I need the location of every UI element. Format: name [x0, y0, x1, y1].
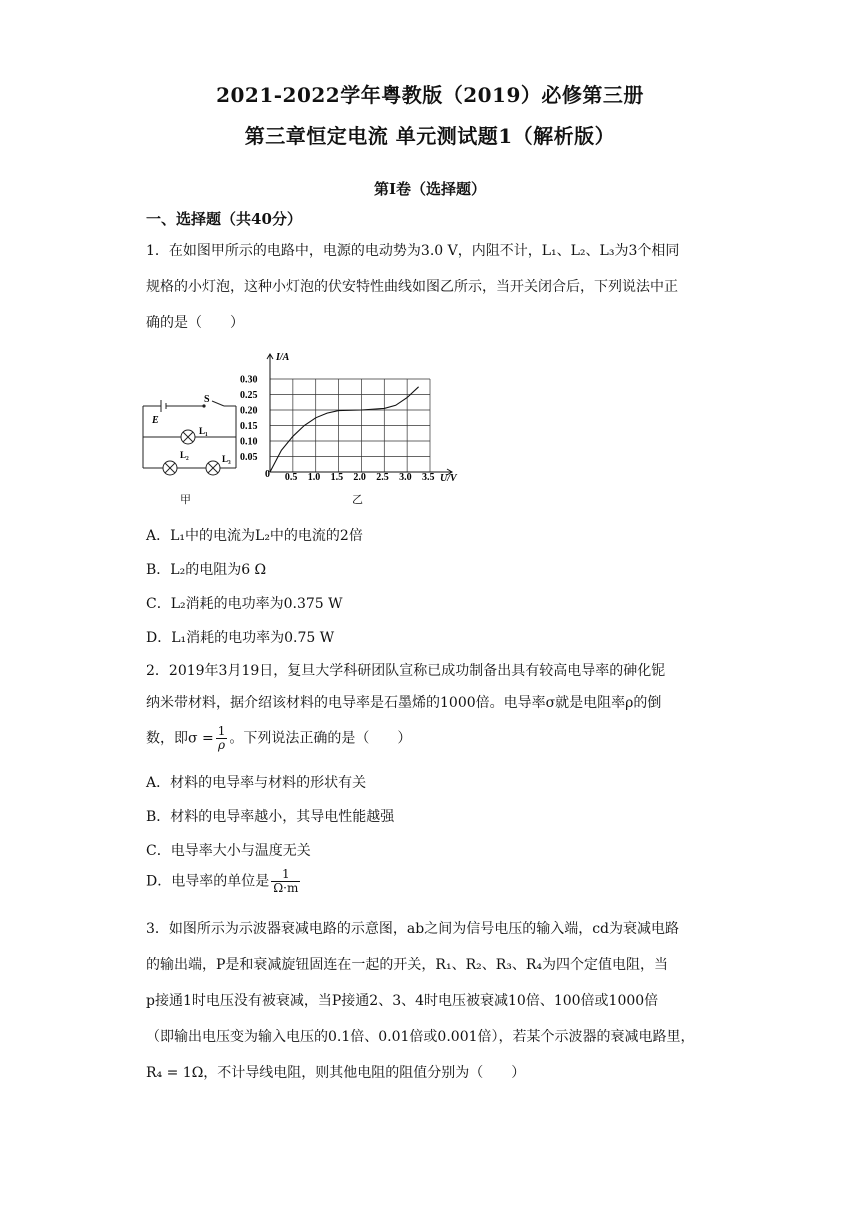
sigma-fraction	[216, 725, 228, 752]
q2-option-d-text: D．电导率的单位是	[146, 873, 270, 890]
q2-line3-post: 。下列说法正确的是（ ）	[229, 730, 412, 747]
q2-line3-pre: 数，即σ =	[146, 730, 214, 747]
label-L2: L₂	[180, 450, 189, 460]
q3-text-line5: R₄ = 1Ω，不计导线电阻，则其他电阻的阻值分别为（ ）	[146, 1065, 526, 1081]
q3-text-line2: 的输出端，P是和衰减旋钮固连在一起的开关，R₁、R₂、R₃、R₄为四个定值电阻，当	[146, 957, 669, 973]
q2-option-c: C．电导率大小与温度无关	[146, 843, 311, 859]
q1-option-c: C．L₂消耗的电功率为0.375 W	[146, 596, 343, 612]
x-tick-label: 1.5	[330, 472, 344, 483]
section-heading: 一、选择题（共40分）	[146, 210, 302, 228]
unit-frac-den: Ω·m	[273, 881, 299, 895]
circuit-diagram	[138, 392, 248, 482]
q1-text-line1: 1．在如图甲所示的电路中，电源的电动势为3.0 V，内阻不计，L₁、L₂、L₃为3个相同	[146, 243, 680, 259]
y-axis-label: I/A	[276, 352, 290, 363]
q1-option-d: D．L₁消耗的电功率为0.75 W	[146, 630, 335, 646]
label-L3: L₃	[222, 454, 231, 464]
iv-curve-chart	[238, 348, 468, 488]
iv-curve-line	[270, 387, 419, 472]
x-axis-label: U/V	[440, 473, 457, 484]
y-tick-label: 0.25	[240, 390, 258, 401]
q3-text-line1: 3．如图所示为示波器衰减电路的示意图，ab之间为信号电压的输入端，cd为衰减电路	[146, 921, 680, 937]
q3-text-line4: （即输出电压变为输入电压的0.1倍、0.01倍或0.001倍），若某个示波器的衰减电路里，	[146, 1029, 695, 1045]
unit-frac-num: 1	[271, 868, 300, 882]
q1-text-line2: 规格的小灯泡，这种小灯泡的伏安特性曲线如图乙所示，当开关闭合后，下列说法中正	[146, 279, 678, 295]
label-L1: L₁	[199, 426, 208, 436]
volume-heading: 第Ⅰ卷（选择题）	[373, 180, 487, 198]
label-S: S	[204, 394, 210, 405]
y-tick-label: 0.10	[240, 436, 258, 448]
q1-option-a: A．L₁中的电流为L₂中的电流的2倍	[146, 528, 363, 544]
x-tick-label: 2.5	[376, 472, 389, 483]
sigma-frac-num: 1	[217, 724, 226, 738]
q1-option-b: B．L₂的电阻为6 Ω	[146, 562, 267, 578]
x-tick-label: 1.0	[307, 472, 321, 483]
q2-option-d	[146, 868, 302, 895]
x-tick-label: 3.0	[399, 472, 412, 483]
q2-text-line1: 2．2019年3月19日，复旦大学科研团队宣称已成功制备出具有较高电导率的砷化铌	[146, 663, 666, 679]
document-title-line1: 2021-2022学年粤教版（2019）必修第三册	[216, 83, 644, 107]
x-tick-label: 0.5	[284, 472, 298, 483]
chart-axes	[267, 354, 452, 475]
q2-text-line3	[146, 725, 411, 752]
unit-fraction	[271, 868, 300, 895]
graph-caption: 乙	[352, 493, 363, 506]
document-title-line2: 第三章恒定电流 单元测试题1（解析版）	[244, 124, 616, 148]
q1-text-line3: 确的是（ ）	[146, 315, 244, 331]
q3-text-line3: p接通1时电压没有被衰减，当P接通2、3、4时电压被衰减10倍、100倍或1000倍	[146, 993, 659, 1009]
y-tick-label: 0.15	[240, 421, 258, 432]
q2-text-line2: 纳米带材料，据介绍该材料的电导率是石墨烯的1000倍。电导率σ就是电阻率ρ的倒	[146, 695, 662, 711]
origin-label: 0	[265, 469, 270, 480]
circuit-caption: 甲	[180, 493, 191, 506]
sigma-frac-den: ρ	[218, 738, 226, 752]
x-tick-label: 3.5	[422, 472, 435, 483]
label-E: E	[152, 415, 159, 426]
y-tick-label: 0.05	[240, 452, 258, 463]
q2-option-a: A．材料的电导率与材料的形状有关	[146, 775, 367, 791]
q2-option-b: B．材料的电导率越小，其导电性能越强	[146, 809, 395, 825]
y-tick-label: 0.30	[240, 374, 258, 386]
x-tick-label: 2.0	[353, 472, 366, 483]
y-tick-label: 0.20	[240, 405, 258, 417]
